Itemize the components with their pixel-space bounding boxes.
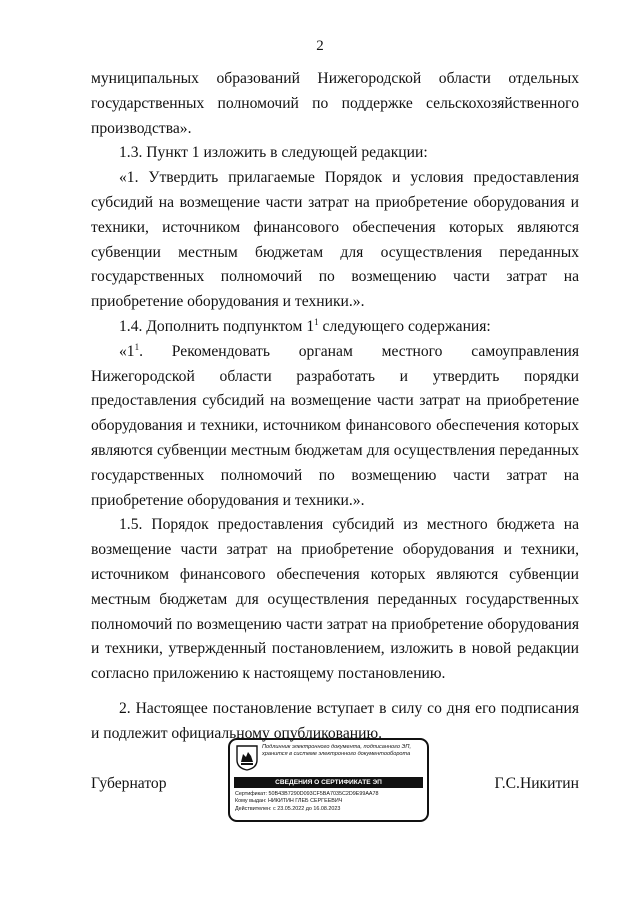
- paragraph-text: следующего содержания:: [318, 317, 491, 335]
- owner-label: Кому выдан:: [235, 798, 267, 805]
- coat-of-arms-icon: [236, 745, 258, 771]
- paragraph-text: 1.4. Дополнить подпунктом 1: [119, 317, 315, 335]
- signature-block: [0, 738, 640, 828]
- paragraph: муниципальных образований Нижегородской области отдельных государственных полномочий по поддержке сельскохозяйственного производства».: [91, 70, 579, 137]
- paragraph: [91, 315, 579, 340]
- owner-value: НИКИТИН ГЛЕБ СЕРГЕЕВИЧ: [267, 798, 343, 805]
- document-body: [91, 67, 579, 747]
- signer-position: Губернатор: [91, 775, 167, 792]
- paragraph-text: . Рекомендовать органам местного самоуправления Нижегородской области разработать и утвердить порядки предоставления субсидий на возмещение части затрат на приобретение оборудования и техники, источником финансового обеспечения которых являются субвенции местным бюджетам для осуществления переданных государственных полномочий по возмещению части затрат на приобретение оборудования и техники.».: [91, 342, 579, 509]
- superscript: 1: [134, 341, 140, 352]
- validity-line: [235, 806, 425, 813]
- certificate-line: [235, 791, 425, 798]
- validity-value: с 23.05.2022 до 16.08.2023: [273, 805, 341, 812]
- stamp-notice: Подлинник электронного документа, подписанного ЭП, хранится в системе электронного документооборота: [262, 744, 412, 757]
- electronic-signature-stamp: [228, 738, 429, 822]
- paragraph: 2. Настоящее постановление вступает в силу со дня его подписания и подлежит официальному опубликованию.: [91, 699, 579, 742]
- validity-label: Действителен:: [235, 805, 272, 812]
- stamp-details: [235, 791, 425, 813]
- paragraph: 1.3. Пункт 1 изложить в следующей редакции:: [119, 144, 428, 162]
- paragraph: «1. Утвердить прилагаемые Порядок и условия предоставления субсидий на возмещение части затрат на приобретение оборудования и техники, источником финансового обеспечения которых являются субвенции местным бюджетам для осуществления переданных государственных полномочий по возмещению части затрат на приобретение оборудования и техники.».: [91, 169, 579, 311]
- owner-line: [235, 798, 425, 805]
- stamp-title: СВЕДЕНИЯ О СЕРТИФИКАТЕ ЭП: [234, 777, 423, 788]
- certificate-value: 50B43B7290D093CF5BA7035C2D9E99AA78: [268, 791, 379, 797]
- paragraph: 1.5. Порядок предоставления субсидий из местного бюджета на возмещение части затрат на приобретение оборудования и техники, источником финансового обеспечения которых являются субвенции местным бюджетам для осуществления переданных государственных полномочий по возмещению части затрат на приобретение оборудования и техники, утвержденный постановлением, изложить в новой редакции согласно приложению к настоящему постановлению.: [91, 516, 579, 683]
- certificate-label: Сертификат:: [235, 791, 268, 797]
- paragraph-text: «1: [119, 342, 135, 360]
- page-number: 2: [316, 38, 324, 54]
- paragraph: [91, 340, 579, 514]
- signer-name: Г.С.Никитин: [494, 775, 579, 792]
- superscript: 1: [314, 316, 319, 327]
